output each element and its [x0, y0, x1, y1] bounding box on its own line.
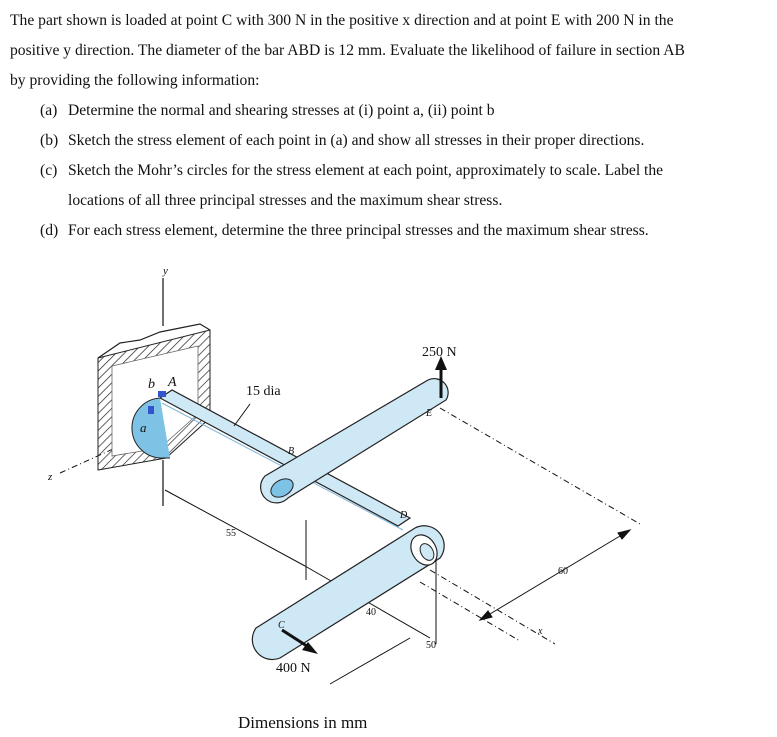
point-b-label: b: [148, 377, 155, 392]
point-C-label: C: [278, 620, 285, 631]
intro-line-1: The part shown is loaded at point C with 300 N in the positive x direction and at point E with 200 N in the: [10, 12, 674, 29]
point-E-label: E: [426, 408, 433, 419]
figure-caption: Dimensions in mm: [238, 713, 368, 732]
point-b-marker: [158, 391, 166, 397]
dia-leader: [234, 404, 250, 426]
item-d-letter: (d): [40, 222, 59, 239]
dim-60-label: 60: [558, 566, 568, 577]
item-d: [10, 216, 768, 246]
dim-50-label: 50: [426, 640, 436, 651]
item-b: [10, 126, 768, 156]
item-a-letter: (a): [40, 102, 58, 119]
dim-55-label: 55: [226, 528, 236, 539]
item-b-text: Sketch the stress element of each point in (a) and show all stresses in their proper directions.: [68, 132, 645, 149]
arm-e: [261, 379, 449, 503]
item-c-letter: (c): [40, 162, 58, 179]
point-a-label: a: [140, 420, 147, 435]
item-c-text: Sketch the Mohr’s circles for the stress element at each point, approximately to scale. Label the: [68, 162, 664, 179]
item-a: [10, 96, 768, 126]
intro-line-2: positive y direction. The diameter of the bar ABD is 12 mm. Evaluate the likelihood of failure in section AB: [10, 42, 685, 59]
point-A-label: A: [168, 375, 177, 390]
arm-c: [252, 526, 444, 660]
part-drawing: [0, 248, 777, 737]
force-c-label: 400 N: [276, 661, 311, 676]
dia-label: 15 dia: [246, 384, 281, 399]
force-e-label: 250 N: [422, 345, 457, 360]
y-axis-label: y: [163, 265, 168, 277]
z-axis-label: z: [48, 471, 53, 483]
item-a-text: Determine the normal and shearing stresses at (i) point a, (ii) point b: [68, 102, 495, 119]
part-figure: [0, 248, 777, 737]
point-a-marker: [148, 406, 154, 414]
item-c-continuation: locations of all three principal stresses and the maximum shear stress.: [68, 192, 503, 209]
item-b-letter: (b): [40, 132, 59, 149]
point-B-label: B: [288, 446, 295, 457]
item-c: [10, 156, 768, 186]
problem-statement: [10, 6, 768, 246]
dim-40-label: 40: [366, 607, 376, 618]
point-D-label: D: [400, 510, 408, 521]
item-d-text: For each stress element, determine the three principal stresses and the maximum shear stress.: [68, 222, 649, 239]
x-axis-label: x: [538, 626, 543, 637]
intro-line-3: by providing the following information:: [10, 72, 260, 89]
